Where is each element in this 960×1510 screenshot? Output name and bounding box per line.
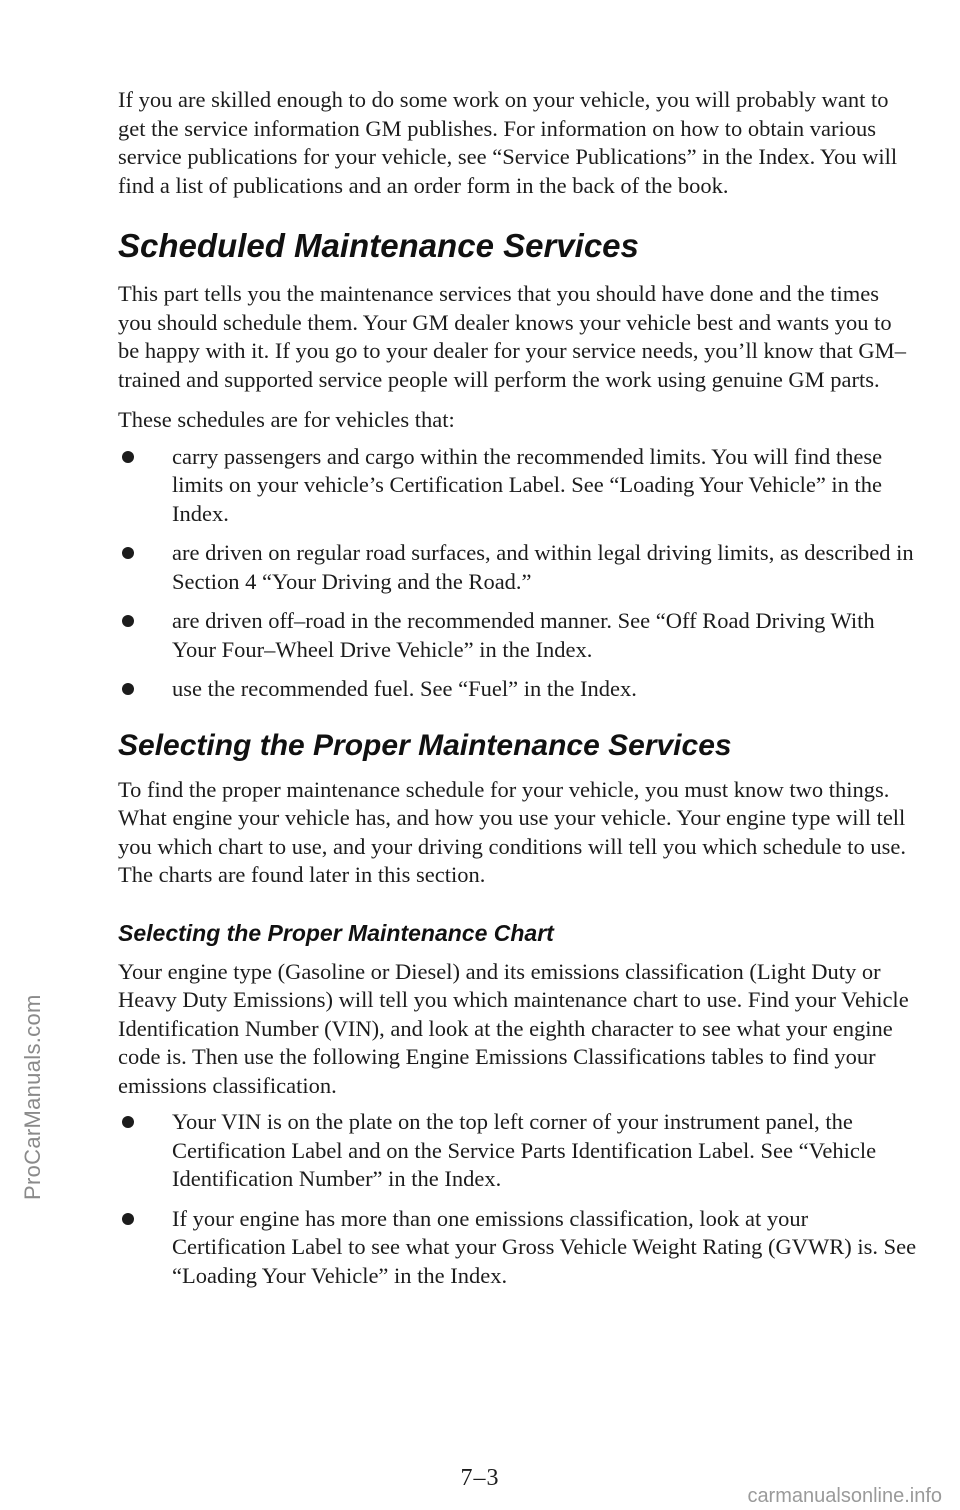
bullet-icon [122,683,134,695]
list-item-text: carry passengers and cargo within the recommended limits. You will find these limits on your vehicle’s Certification Label. See “Loading Your Vehicle” in the Index. [172,443,883,526]
list-item-text: If your engine has more than one emissions classification, look at your Certification Label to see what your Gross Vehicle Weight Rating (GVWR) is. See “Loading Your Vehicle” in the Index. [172,1205,917,1288]
list-item-text: Your VIN is on the plate on the top left corner of your instrument panel, the Certification Label and on the Service Parts Identification Label. See “Vehicle Identification Number” in the Index. [172,1109,877,1191]
list-item-text: are driven off–road in the recommended manner. See “Off Road Driving With Your Four–Wheel Drive Vehicle” in the Index. [172,608,875,662]
schedules-lead-in: These schedules are for vehicles that: [118,407,455,432]
list-item [118,443,918,529]
list-item [118,1108,918,1194]
list-item [118,675,918,704]
vin-info-list [118,1108,918,1290]
page-content [118,86,918,1301]
list-item-text: are driven on regular road surfaces, and within legal driving limits, as described in Section 4 “Your Driving and the Road.” [172,540,914,594]
vehicle-conditions-list [118,443,918,704]
bullet-icon [122,451,134,463]
scheduled-maintenance-heading: Scheduled Maintenance Services [118,227,639,264]
list-item [118,607,918,664]
selecting-services-heading: Selecting the Proper Maintenance Services [118,728,732,762]
selecting-services-paragraph: To find the proper maintenance schedule for your vehicle, you must know two things. What engine your vehicle has, and how you use your vehicle. Your engine type will tell you which chart to use, and your driving conditions will tell you which schedule to use. The charts are found later in this section. [118,776,906,887]
page-number: 7–3 [460,1465,500,1491]
bullet-icon [122,547,134,559]
intro-paragraph: If you are skilled enough to do some work on your vehicle, you will probably want to get the service information GM publishes. For information on how to obtain various service publications for your vehicle, see “Service Publications” in the Index. You will find a list of publications and an order form in the back of the book. [118,87,898,198]
bullet-icon [122,615,134,627]
selecting-chart-heading: Selecting the Proper Maintenance Chart [118,919,554,946]
scheduled-maintenance-paragraph: This part tells you the maintenance services that you should have done and the times you should schedule them. Your GM dealer knows your vehicle best and wants you to be happy with it. If you go to your dealer for your service needs, you’ll know that GM–trained and supported service people will perform the work using genuine GM parts. [118,281,906,392]
bullet-icon [122,1213,134,1225]
selecting-chart-paragraph: Your engine type (Gasoline or Diesel) and its emissions classification (Light Duty or Heavy Duty Emissions) will tell you which maintenance chart to use. Find your Vehicle Identification Number (VIN), and look at the eighth character to see what your engine code is. Then use the following Engine Emissions Classifications tables to find your emissions classification. [118,958,909,1098]
side-watermark: ProCarManuals.com [20,994,45,1200]
list-item-text: use the recommended fuel. See “Fuel” in the Index. [172,676,637,701]
list-item [118,1205,918,1291]
bottom-watermark: carmanualsonline.info [747,1485,942,1507]
bullet-icon [122,1116,134,1128]
list-item [118,539,918,596]
